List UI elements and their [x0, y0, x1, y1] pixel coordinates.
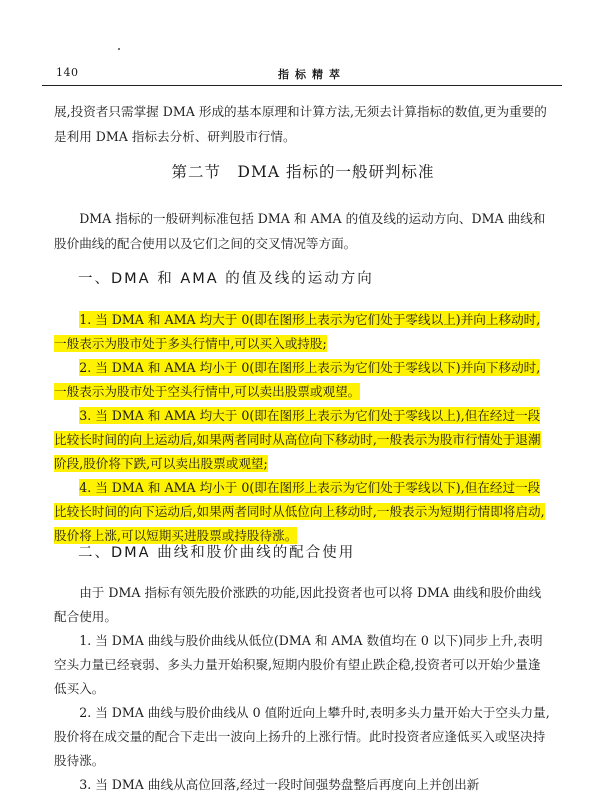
highlighted-text: 2. 当 DMA 和 AMA 均小于 0(即在图形上表示为它们处于零线以下)并向下移动时,一般表示为股市处于空头行情中,可以卖出股票或观望。 — [54, 360, 541, 399]
list-item: 2. 当 DMA 曲线与股价曲线从 0 值附近向上攀升时,表明多头力量开始大于空头力量,股价将在成交量的配合下走出一波向上扬升的上涨行情。此时投资者应逢低买入或坚决持股待涨。 — [54, 705, 550, 768]
subsection-2-body — [54, 581, 552, 797]
list-item — [54, 404, 552, 476]
subsection-2-heading: 二、DMA 曲线和股价曲线的配合使用 — [78, 545, 356, 561]
subsection-2-intro: 由于 DMA 指标有领先股价涨跌的功能,因此投资者也可以将 DMA 曲线和股价曲线配合使用。 — [54, 585, 542, 624]
page-number: 140 — [56, 66, 79, 79]
section-title: 第二节 DMA 指标的一般研判标准 — [171, 163, 435, 181]
overview-paragraph: DMA 指标的一般研判标准包括 DMA 和 AMA 的值及线的运动方向、DMA 曲线和股价曲线的配合使用以及它们之间的交叉情况等方面。 — [54, 211, 546, 251]
highlighted-text: 1. 当 DMA 和 AMA 均大于 0(即在图形上表示为它们处于零线以上)并向上移动时,一般表示为股市处于多头行情中,可以买入或持股; — [54, 312, 541, 351]
header-rule — [42, 85, 562, 86]
list-item: 3. 当 DMA 曲线从高位回落,经过一段时间强势盘整后再度向上并创出新 — [79, 777, 480, 792]
highlighted-text: 4. 当 DMA 和 AMA 均小于 0(即在图形上表示为它们处于零线以下),但在经过一段比较长时间的向下运动后,如果两者同时从低位向上移动时,一般表示为短期行情即将启动,股价将上涨,可以短期买进股票或持股待涨。 — [54, 480, 545, 543]
list-item: 1. 当 DMA 曲线与股价曲线从低位(DMA 和 AMA 数值均在 0 以下)同步上升,表明空头力量已经衰弱、多头力量开始积聚,短期内股价有望止跌企稳,投资者可以开始少量逢低买入。 — [54, 633, 543, 696]
subsection-1-list — [54, 308, 552, 548]
page-header — [42, 66, 562, 84]
list-item — [54, 308, 552, 356]
running-title: 指标精萃 — [278, 68, 346, 81]
subsection-1-heading: 一、DMA 和 AMA 的值及线的运动方向 — [78, 271, 374, 287]
list-item — [54, 476, 552, 548]
highlighted-text: 3. 当 DMA 和 AMA 均大于 0(即在图形上表示为它们处于零线以上),但在经过一段比较长时间的向上运动后,如果两者同时从高位向下移动时,一般表示为股市行情处于退潮阶段,股价将下跌,可以卖出股票或观望; — [54, 408, 541, 471]
intro-paragraph: 展,投资者只需掌握 DMA 形成的基本原理和计算方法,无须去计算指标的数值,更为重要的是利用 DMA 指标去分析、研判股市行情。 — [54, 104, 547, 144]
scan-speck — [118, 48, 120, 50]
list-item — [54, 356, 552, 404]
